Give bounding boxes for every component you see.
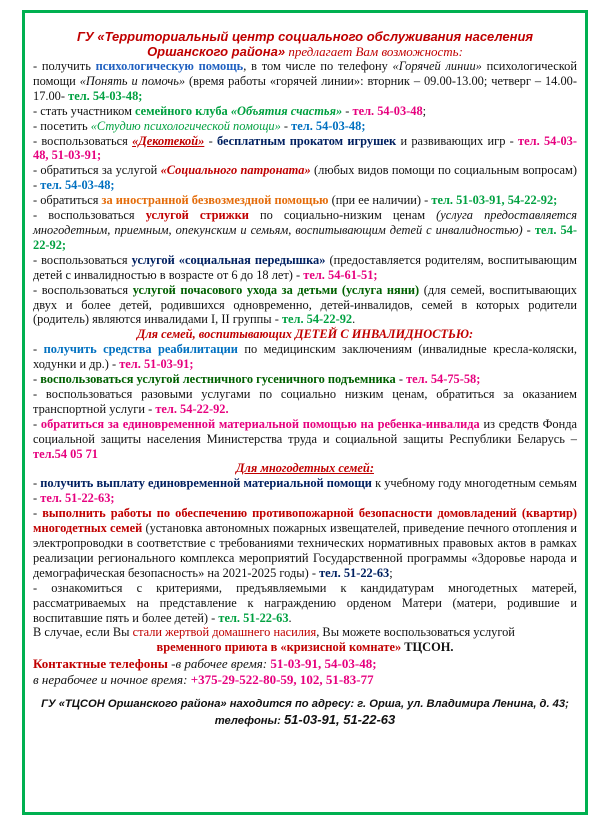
item-mother-order: - ознакомиться с критериями, предъявляемыми к кандидатурам многодетных матерей, рассматриваемых на представление к награждению орденом Матери (матери, родившие и воспитавшие пять и более детей) - тел. 51-22-63.	[33, 580, 577, 625]
item-psych-help: - получить психологическую помощь, в том числе по телефону «Горячей линии» психологической помощи «Понять и помочь» (время работы «горячей линии»: вторник – 09.00-13.00; четверг – 14.00-17.00- тел. 54-03-48;	[33, 59, 577, 103]
footer-address	[33, 696, 577, 729]
item-transport: - воспользоваться разовыми услугами по социально низким ценам, обратиться за оказанием транспортной услуги - тел. 54-22-92.	[33, 386, 577, 416]
item-studio: - посетить «Студию психологической помощи» - тел. 54-03-48;	[33, 118, 366, 133]
section-disabled-children: Для семей, воспитывающих ДЕТЕЙ С ИНВАЛИДНОСТЬЮ:	[136, 327, 474, 342]
footer-phones: 51-03-91, 51-22-63	[283, 712, 396, 728]
item-foreign-aid: - обратиться за иностранной безвозмездной помощью (при ее наличии) - тел. 51-03-91, 54-22-92;	[33, 193, 558, 208]
item-stair-lift: - воспользоваться услугой лестничного гусеничного подъемника - тел. 54-75-58;	[33, 372, 481, 387]
flyer-title	[33, 29, 577, 59]
title-line2: Оршанского района»	[147, 44, 286, 59]
contact-phones: Контактные телефоны -в рабочее время: 51-03-91, 54-03-48; в нерабочее и ночное время: +375-29-522-80-59, 102, 51-83-77	[33, 656, 377, 688]
item-respite: - воспользоваться услугой «социальная передышка» (предоставляется родителям, воспитывающим детей с инвалидностью в возрасте от 6 до 18 лет) - тел. 54-61-51;	[33, 252, 577, 282]
title-suffix: предлагает Вам возможность:	[285, 44, 463, 59]
item-haircut: - воспользоваться услугой стрижки по социально-низким ценам (услуга предоставляется многодетным, приемным, опекунским и семьям, воспитывающим детей с инвалидностью) - тел. 54-22-92;	[33, 208, 577, 252]
title-line1: ГУ «Территориальный центр социального обслуживания населения	[76, 29, 534, 44]
item-patronage: - обратиться за услугой «Социального патроната» (любых видов помощи по социальным вопросам) - тел. 54-03-48;	[33, 163, 577, 193]
item-family-club: - стать участником семейного клуба «Объятия счастья» - тел. 54-03-48;	[33, 103, 427, 118]
section-large-families: Для многодетных семей:	[236, 461, 374, 476]
crisis-room-info: В случае, если Вы стали жертвой домашнего насилия, Вы можете воспользоваться услугой временного приюта в «кризисной комнате» ТЦСОН.	[33, 625, 515, 655]
item-rehab: - получить средства реабилитации по медицинским заключениям (инвалидные кресла-коляски, ходунки и др.) - тел. 51-03-91;	[33, 342, 577, 372]
footer-line1: ГУ «ТЦСОН Оршанского района» находится по адресу: г. Орша, ул. Владимира Ленина, д. 43;	[41, 698, 569, 711]
footer-phones-label: телефоны:	[214, 715, 284, 728]
flyer-frame	[22, 10, 588, 815]
item-decoteka: - воспользоваться «Декотекой» - бесплатным прокатом игрушек и развивающих игр - тел. 54-03-48, 51-03-91;	[33, 133, 577, 163]
item-fire-safety: - выполнить работы по обеспечению противопожарной безопасности домовладений (квартир) многодетных семей (установка автономных пожарных извещателей, приведение печного отопления и электропроводки в соответствие с требованиями технических нормативных правовых актов в рамках реализации регионального комплекса мероприятий Государственной программы «Здоровье народа и демографическая безопасность» на 2021-2025 годы) - тел. 51-22-63;	[33, 506, 577, 580]
item-nanny: - воспользоваться услугой почасового ухода за детьми (услуга няни) (для семей, воспитывающих двух и более детей, родившихся одновременно, детей-инвалидов, семей в которых родители (родитель) являются инвалидами I, II группы - тел. 54-22-92.	[33, 282, 577, 327]
item-school-aid: - получить выплату единовременной материальной помощи к учебному году многодетным семьям - тел. 51-22-63;	[33, 476, 577, 506]
item-material-aid-disabled: - обратиться за единовременной материальной помощью на ребенка-инвалида из средств Фонда социальной защиты населения Министерства труда и социальной защиты Республики Беларусь – тел.54 05 71	[33, 416, 578, 461]
